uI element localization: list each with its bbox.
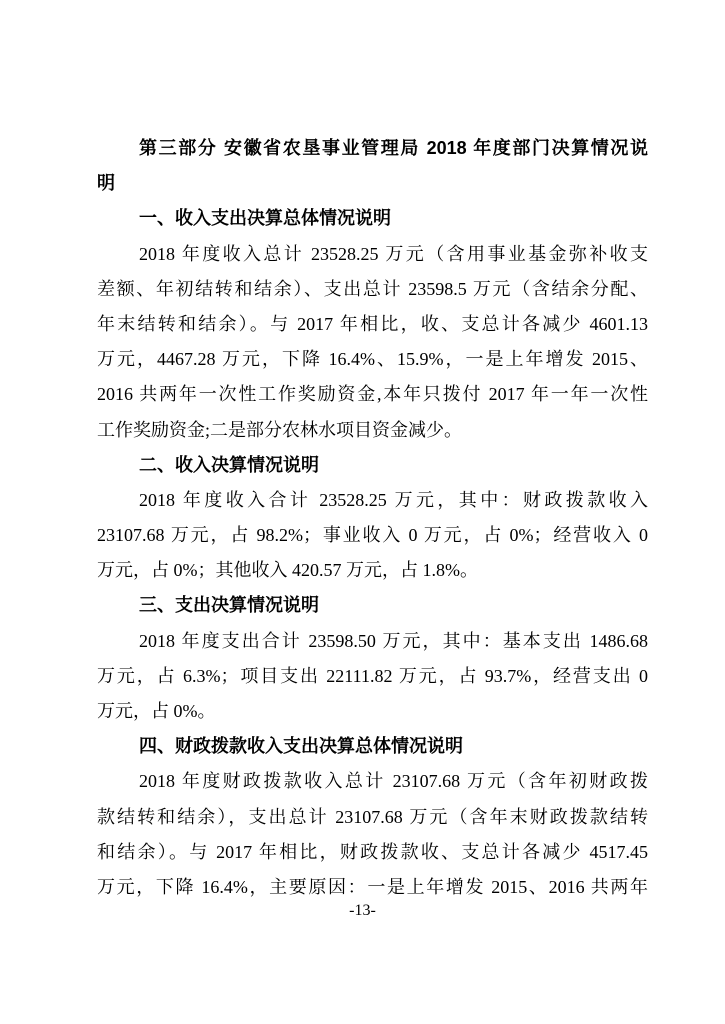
body-line: 万元，4467.28 万元，下降 16.4%、15.9%，一是上年增发 2015、 <box>97 349 648 370</box>
doc-title-line-1: 第三部分 安徽省农垦事业管理局 2018 年度部门决算情况说 <box>139 138 648 158</box>
body-line: 2018 年度收入合计 23528.25 万元，其中：财政拨款收入 <box>139 489 648 510</box>
section-3-heading: 三、支出决算情况说明 <box>139 595 319 616</box>
section-1-heading: 一、收入支出决算总体情况说明 <box>139 208 391 229</box>
body-line: 款结转和结余），支出总计 23107.68 万元（含年末财政拨款结转 <box>97 806 648 827</box>
body-line: 年末结转和结余）。与 2017 年相比，收、支总计各减少 4601.13 <box>97 313 648 334</box>
body-line: 万元，占 0%；其他收入 420.57 万元，占 1.8%。 <box>97 560 478 581</box>
page-number: -13- <box>349 902 376 919</box>
body-line: 工作奖励资金;二是部分农林水项目资金减少。 <box>97 419 462 440</box>
body-line: 万元，占 6.3%；项目支出 22111.82 万元，占 93.7%，经营支出 0 <box>97 665 648 686</box>
body-line: 万元，下降 16.4%，主要原因：一是上年增发 2015、2016 共两年 <box>97 876 648 897</box>
body-line: 差额、年初结转和结余）、支出总计 23598.5 万元（含结余分配、 <box>97 278 648 299</box>
body-line: 23107.68 万元，占 98.2%；事业收入 0 万元，占 0%；经营收入 0 <box>97 525 648 546</box>
body-line: 和结余）。与 2017 年相比，财政拨款收、支总计各减少 4517.45 <box>97 841 648 862</box>
body-line: 2018 年度支出合计 23598.50 万元，其中：基本支出 1486.68 <box>139 630 648 651</box>
body-line: 2018 年度收入总计 23528.25 万元（含用事业基金弥补收支 <box>139 243 648 264</box>
body-line: 2018 年度财政拨款收入总计 23107.68 万元（含年初财政拨 <box>139 771 648 792</box>
section-4-heading: 四、财政拨款收入支出决算总体情况说明 <box>139 736 463 757</box>
section-2-heading: 二、收入决算情况说明 <box>139 454 319 475</box>
document-body <box>97 131 648 905</box>
doc-title-line-2: 明 <box>97 173 115 194</box>
body-line: 2016 共两年一次性工作奖励资金,本年只拨付 2017 年一年一次性 <box>97 384 648 405</box>
body-line: 万元，占 0%。 <box>97 701 216 721</box>
